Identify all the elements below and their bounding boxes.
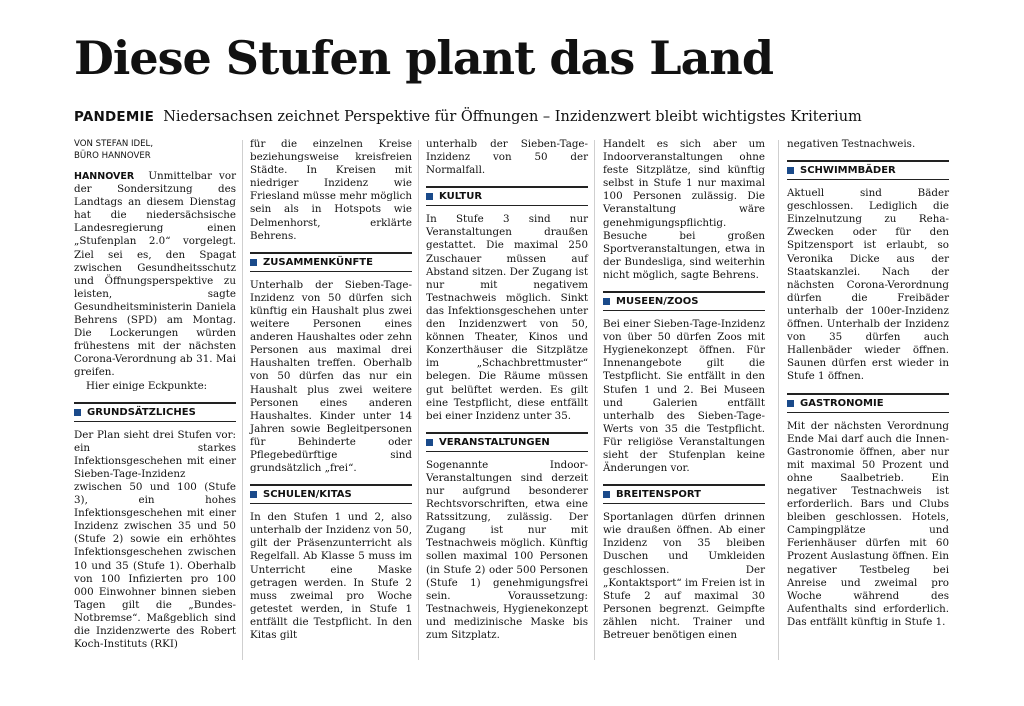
column-5 [787,138,949,629]
section-body-continued: unterhalb der Sieben-Tage-Inzidenz von 50 der Normalfall. [426,138,588,177]
section-title: SCHULEN/KITAS [263,489,352,501]
byline-office: BÜRO HANNOVER [74,151,151,161]
section-body-continued: negativen Testnachweis. [787,138,916,150]
section-title: MUSEEN/ZOOS [616,296,699,308]
square-bullet-icon [603,298,610,305]
square-bullet-icon [603,491,610,498]
square-bullet-icon [426,193,433,200]
section-heading-breitensport [603,484,765,504]
square-bullet-icon [787,400,794,407]
byline [74,138,236,162]
section-body: Sogenannte Indoor-Veranstaltungen sind derzeit nur aufgrund besonderer Rechtsvorschriften, etwa eine Ratssitzung, zulässig. Der Zugang ist nur mit Testnachweis möglich. Künftig sollen maximal 100 Personen (in Stufe 2) oder 500 Personen (Stufe 1) genehmigungsfrei sein. Voraussetzung: Testnachweis, Hygienekonzept und medizinische Maske bis zum Sitzplatz. [426,458,588,641]
section-body: Mit der nächsten Verordnung Ende Mai darf auch die Innen-Gastronomie öffnen, aber nur mit maximal 50 Prozent und ohne Saalbetrieb. Ein negativer Testnachweis ist erforderlich. Bars und Clubs bleiben geschlossen. Hotels, Campingplätze und Ferienhäuser dürfen mit 60 Prozent Auslastung öffnen. Ein negativer Testbeleg bei Anreise und zweimal pro Woche während des Aufenthalts sind erforderlich. Das entfällt künftig in Stufe 1. [787,419,949,628]
column-rule [242,140,243,660]
section-title: ZUSAMMENKÜNFTE [263,256,373,268]
section-heading-kultur [426,186,588,206]
section-title: KULTUR [439,191,483,203]
section-body: Der Plan sieht drei Stufen vor: ein starkes Infektionsgeschehen mit einer Sieben-Tage-Inzidenz zwischen 50 und 100 (Stufe 3), ein hohes Infektionsgeschehen mit einer Inzidenz zwischen 35 und 50 (Stufe 2) sowie ein erhöhtes Infektionsgeschehen zwischen 10 und 35 (Stufe 1). Oberhalb von 100 Infizierten pro 100 000 Einwohner binnen sieben Tagen gilt die „Bundes-Notbremse“. Maßgeblich sind die Inzidenzwerte des Robert Koch-Instituts (RKI) [74,428,236,651]
section-body: Sportanlagen dürfen drinnen wie draußen öffnen. Ab einer Inzidenz von 35 bleiben Duschen und Umkleiden geschlossen. Der „Kontaktsport“ im Freien ist in Stufe 2 auf maximal 30 Personen begrenzt. Geimpfte zählen nicht. Trainer und Betreuer benötigen einen [603,511,765,641]
section-heading-schwimmbaeder [787,160,949,180]
section-title: BREITENSPORT [616,489,701,501]
section-title: GRUNDSÄTZLICHES [87,406,196,418]
section-body: Unterhalb der Sieben-Tage-Inzidenz von 50 dürfen sich künftig ein Haushalt plus zwei weitere Personen eines anderen Haushaltes oder zehn Personen aus maximal drei Haushalten treffen. Oberhalb von 50 dürfen das nur ein Haushalt plus zwei weitere Personen eines anderen Haushaltes. Kinder unter 14 Jahren sowie Begleitpersonen für Behinderte oder Pflegebedürftige sind grundsätzlich „frei“. [250,278,412,475]
square-bullet-icon [74,409,81,416]
kicker-label: PANDEMIE [74,109,155,125]
column-4 [603,138,765,642]
section-body: In den Stufen 1 und 2, also unterhalb der Inzidenz von 50, gilt der Präsenzunterricht als Regelfall. Ab Klasse 5 muss im Unterricht eine Maske getragen werden. In Stufe 2 muss zweimal pro Woche getestet werden, in Stufe 1 entfällt die Testpflicht. In den Kitas gilt [250,511,412,641]
dateline-location: HANNOVER [74,171,135,182]
column-2 [250,138,412,642]
deck-text: Niedersachsen zeichnet Perspektive für Öffnungen – Inzidenzwert bleibt wichtigstes Kriterium [163,109,862,125]
square-bullet-icon [250,259,257,266]
intro-paragraph [74,170,236,380]
column-1 [74,138,236,651]
section-title: SCHWIMMBÄDER [800,165,896,177]
section-body: Bei einer Sieben-Tage-Inzidenz von über 50 dürfen Zoos mit Hygienekonzept öffnen. Für Innenangebote gilt die Testpflicht. Sie entfällt in den Stufen 1 und 2. Bei Museen und Galerien entfällt unterhalb des Sieben-Tage-Werts von 35 die Testpflicht. Für religiöse Veranstaltungen sieht der Stufenplan keine Änderungen vor. [603,318,765,475]
section-title: VERANSTALTUNGEN [439,436,550,448]
column-3 [426,138,588,642]
intro-text: Unmittelbar vor der Sondersitzung des Landtags an diesem Dienstag hat die niedersächsische Landesregierung einen „Stufenplan 2.0“ vorgelegt. Ziel sei es, den Spagat zwischen Gesundheitsschutz und Öffnungsperspektive zu leisten, sagte Gesundheitsministerin Daniela Behrens (SPD) am Montag. Die Lockerungen würden frühestens mit der nächsten Corona-Verordnung ab 31. Mai greifen. [74,170,236,379]
section-heading-gastronomie [787,393,949,413]
square-bullet-icon [426,439,433,446]
section-heading-veranstaltungen [426,432,588,452]
section-body-continued: Handelt es sich aber um Indoorveranstaltungen ohne feste Sitzplätze, sind künftig selbst in Stufe 1 nur maximal 100 Personen zulässig. Die Veranstaltung wäre genehmigungspflichtig. Besuche bei großen Sportveranstaltungen, etwa in der Bundesliga, sind weiterhin nicht möglich, sagte Behrens. [603,138,765,281]
section-body-continued: für die einzelnen Kreise beziehungsweise kreisfreien Städte. In Kreisen mit niedriger Inzidenz wie Friesland müsse mehr möglich sein als in Hotspots wie Delmenhorst, erklärte Behrens. [250,138,412,242]
section-heading-schulen-kitas [250,484,412,504]
subheadline [74,105,862,128]
section-title: GASTRONOMIE [800,397,884,409]
section-heading-grundsaetzliches [74,402,236,422]
column-rule [778,140,779,660]
byline-author: VON STEFAN IDEL, [74,139,154,149]
square-bullet-icon [787,167,794,174]
intro-paragraph-2: Hier einige Eckpunkte: [86,379,208,392]
headline: Diese Stufen plant das Land [74,31,774,85]
column-rule [418,140,419,660]
section-heading-museen-zoos [603,291,765,311]
section-heading-zusammenkuenfte [250,252,412,272]
square-bullet-icon [250,491,257,498]
section-body: In Stufe 3 sind nur Veranstaltungen draußen gestattet. Die maximal 250 Zuschauer müssen auf Abstand sitzen. Der Zugang ist nur mit negativem Testnachweis möglich. Sinkt das Infektionsgeschehen unter den Inzidenzwert von 50, können Theater, Kinos und Konzerthäuser die Sitzplätze im „Schachbrettmuster“ belegen. Die Räume müssen gut belüftet werden. Es gilt eine Testpflicht, diese entfällt bei einer Inzidenz unter 35. [426,213,588,422]
section-body: Aktuell sind Bäder geschlossen. Lediglich die Einzelnutzung zu Reha-Zwecken oder für den Spitzensport ist erlaubt, so Veronika Dicke aus der Staatskanzlei. Nach der nächsten Corona-Verordnung dürfen die Freibäder unterhalb der 100er-Inzidenz öffnen. Unterhalb der Inzidenz von 35 dürfen auch Hallenbäder wieder öffnen. Saunen dürfen erst wieder in Stufe 1 öffnen. [787,187,949,383]
column-rule [594,140,595,660]
